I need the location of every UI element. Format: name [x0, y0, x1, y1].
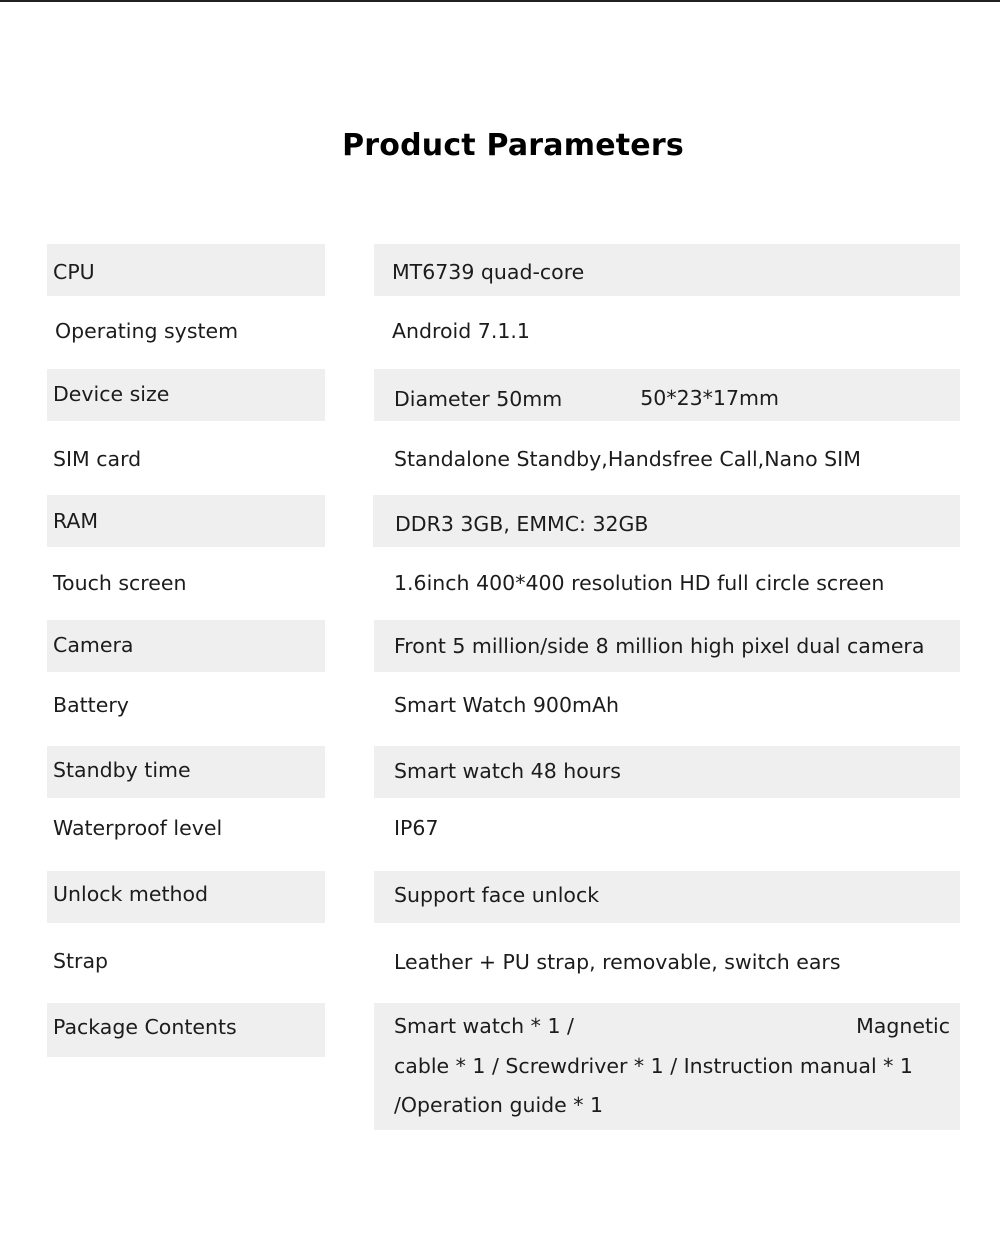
param-value-operating-system: Android 7.1.1 [392, 319, 530, 343]
param-label-waterproof-level: Waterproof level [53, 816, 223, 840]
param-label-battery: Battery [53, 693, 129, 717]
param-label-standby-time: Standby time [47, 746, 325, 798]
param-label-device-size: Device size [47, 369, 325, 421]
param-label-package-contents: Package Contents [47, 1003, 325, 1057]
device-dimensions-text: 50*23*17mm [640, 386, 779, 410]
param-value-waterproof-level: IP67 [394, 816, 439, 840]
param-value-sim-card: Standalone Standby,Handsfree Call,Nano SIM [394, 447, 861, 471]
page-title: Product Parameters [342, 128, 684, 163]
device-diameter-text: Diameter 50mm [394, 387, 563, 411]
package-line-1-left: Smart watch * 1 / [394, 1014, 574, 1038]
param-value-touch-screen: 1.6inch 400*400 resolution HD full circle screen [394, 571, 885, 595]
param-value-standby-time: Smart watch 48 hours [374, 746, 960, 798]
param-label-unlock-method: Unlock method [47, 871, 325, 923]
param-label-ram: RAM [47, 495, 325, 547]
param-label-strap: Strap [53, 949, 109, 973]
package-line-2: cable * 1 / Screwdriver * 1 / Instruction manual * 1 [394, 1053, 913, 1078]
param-label-touch-screen: Touch screen [53, 571, 187, 595]
param-value-package-contents [374, 1003, 960, 1130]
param-label-camera: Camera [47, 620, 325, 672]
param-label-operating-system: Operating system [55, 319, 239, 343]
package-line-1-right: Magnetic [856, 1014, 950, 1038]
package-line-1 [394, 1007, 960, 1047]
param-value-device-size [374, 369, 960, 421]
param-value-ram: DDR3 3GB, EMMC: 32GB [373, 495, 960, 547]
param-value-camera: Front 5 million/side 8 million high pixel dual camera [374, 620, 960, 672]
top-divider [0, 0, 1000, 2]
param-value-battery: Smart Watch 900mAh [394, 693, 619, 717]
package-line-3: /Operation guide * 1 [394, 1093, 604, 1117]
param-label-cpu: CPU [47, 244, 325, 296]
param-label-sim-card: SIM card [53, 447, 142, 471]
param-value-cpu: MT6739 quad-core [374, 244, 960, 296]
param-value-unlock-method: Support face unlock [374, 871, 960, 923]
param-value-strap: Leather + PU strap, removable, switch ears [394, 950, 841, 974]
